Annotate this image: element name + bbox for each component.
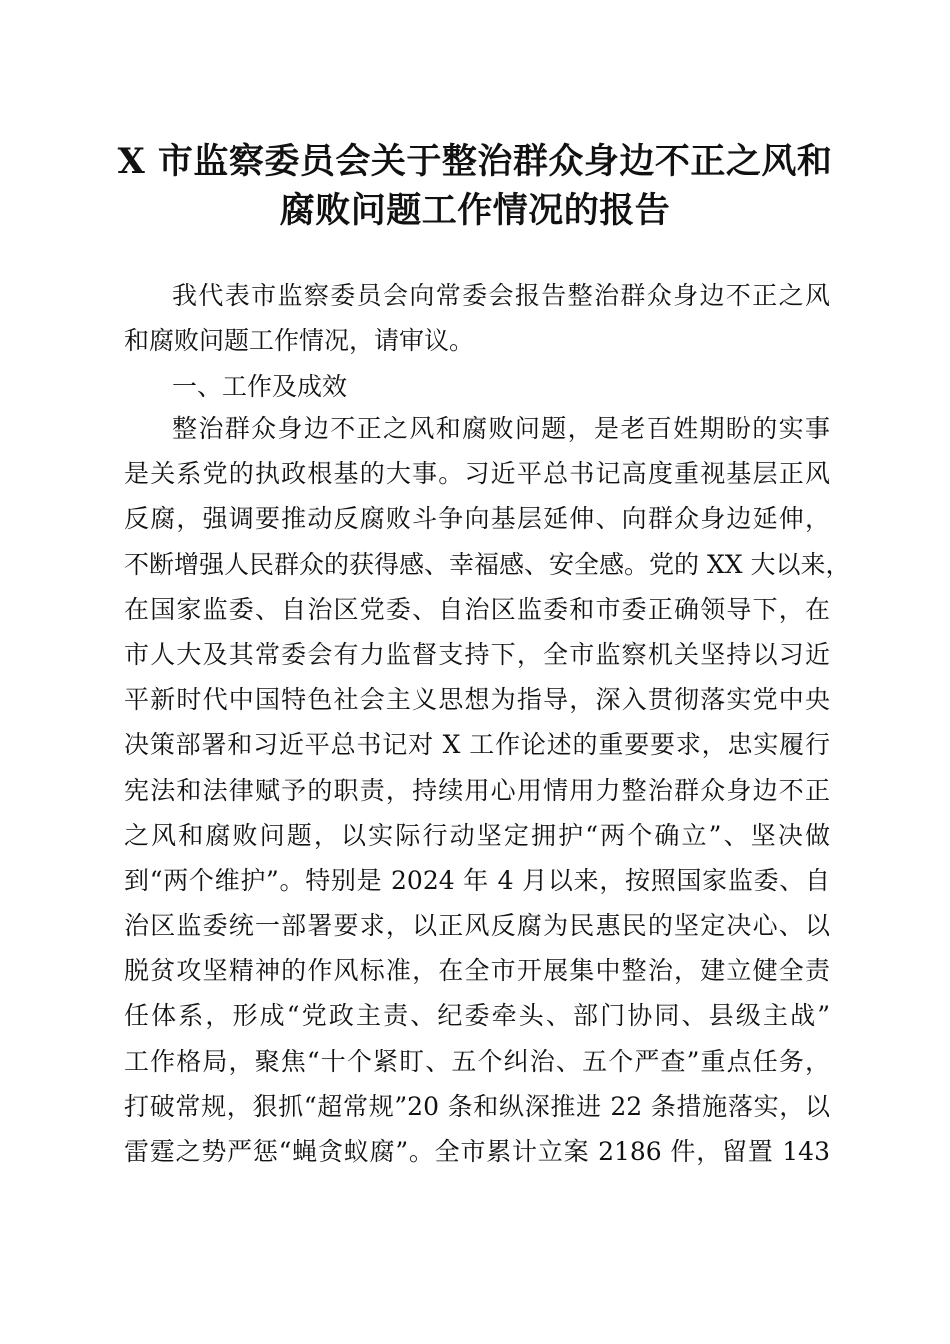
- paragraph-line: 不断增强人民群众的获得感、幸福感、安全感。党的 XX 大以来，: [124, 549, 851, 579]
- paragraph-line: 打破常规，狠抓“超常规”20 条和纵深推进 22 条措施落实，以: [124, 1091, 830, 1121]
- paragraph-line: 治区监委统一部署要求，以正风反腐为民惠民的坚定决心、以: [124, 911, 830, 941]
- paragraph-line: 整治群众身边不正之风和腐败问题，是老百姓期盼的实事: [172, 414, 830, 443]
- paragraph-line: 市人大及其常委会有力监督支持下，全市监察机关坚持以习近: [124, 639, 830, 669]
- intro-paragraph: [124, 273, 830, 363]
- paragraph-line: 任体系，形成“党政主责、纪委牵头、部门协同、县级主战”: [124, 1001, 830, 1031]
- section-heading: 一、工作及成效: [172, 372, 348, 401]
- paragraph-line: 雷霆之势严惩“蝇贪蚁腐”。全市累计立案 2186 件，留置 143: [124, 1137, 830, 1166]
- paragraph-line: 到“两个维护”。特别是 2024 年 4 月以来，按照国家监委、自: [124, 865, 830, 895]
- paragraph-line: 平新时代中国特色社会主义思想为指导，深入贯彻落实党中央: [124, 685, 830, 715]
- intro-line: 和腐败问题工作情况，请审议。: [124, 326, 475, 356]
- paragraph-line: 在国家监委、自治区党委、自治区监委和市委正确领导下，在: [124, 594, 830, 624]
- paragraph-line: 脱贫攻坚精神的作风标准，在全市开展集中整治，建立健全责: [124, 956, 830, 986]
- document-title-line-1: X 市监察委员会关于整治群众身边不正之风和: [117, 141, 833, 182]
- paragraph-line: 是关系党的执政根基的大事。习近平总书记高度重视基层正风: [124, 459, 830, 489]
- paragraph-line: 反腐，强调要推动反腐败斗争向基层延伸、向群众身边延伸，: [124, 504, 830, 534]
- paragraph-line: 决策部署和习近平总书记对 X 工作论述的重要要求，忠实履行: [124, 730, 830, 760]
- document-title-line-2: 腐败问题工作情况的报告: [279, 190, 671, 231]
- paragraph-line: 宪法和法律赋予的职责，持续用心用情用力整治群众身边不正: [124, 775, 830, 805]
- paragraph-line: 之风和腐败问题，以实际行动坚定拥护“两个确立”、坚决做: [124, 820, 830, 850]
- intro-line: 我代表市监察委员会向常委会报告整治群众身边不正之风: [172, 281, 830, 310]
- paragraph-line: 工作格局，聚焦“十个紧盯、五个纠治、五个严查”重点任务，: [124, 1046, 830, 1076]
- body-paragraph: [124, 406, 851, 1174]
